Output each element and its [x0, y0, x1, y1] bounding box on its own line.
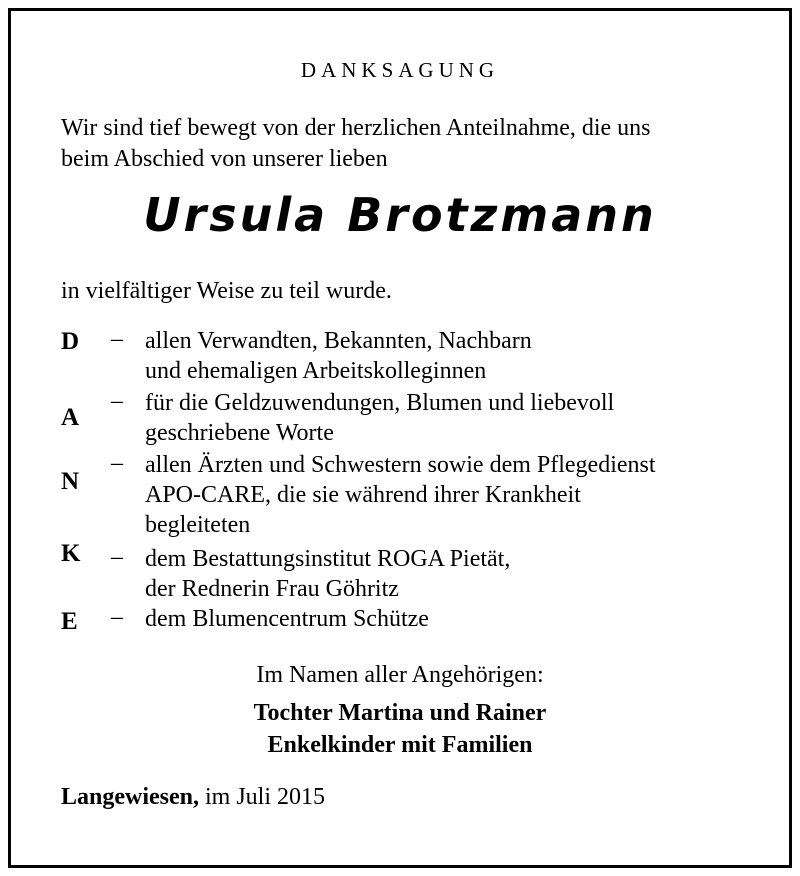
- deceased-name: Ursula Brotzmann: [143, 188, 657, 242]
- thanks-entry-3: [145, 450, 656, 540]
- thanks-entry-line: der Rednerin Frau Göhritz: [145, 576, 399, 602]
- thanks-entry-4: [145, 544, 510, 604]
- thanks-dash: –: [111, 388, 123, 414]
- acrostic-letter-a: A: [61, 404, 80, 431]
- thanks-list: [61, 324, 761, 644]
- thanks-dash: –: [111, 326, 123, 352]
- thanks-entry-line: begleiteten: [145, 512, 251, 538]
- date-text: im Juli 2015: [205, 784, 326, 810]
- thanks-entry-5: [145, 604, 429, 634]
- thanks-entry-line: allen Verwandten, Bekannten, Nachbarn: [145, 328, 532, 354]
- thanks-dash: –: [111, 450, 123, 476]
- after-name-text: in vielfältiger Weise zu teil wurde.: [61, 278, 392, 304]
- thanks-entry-line: dem Blumencentrum Schütze: [145, 606, 429, 632]
- acrostic-letter-k: K: [61, 540, 81, 567]
- thanks-entry-1: [145, 326, 532, 386]
- intro-text: [61, 113, 651, 175]
- thanks-entry-line: allen Ärzten und Schwestern sowie dem Pflegedienst: [145, 452, 656, 478]
- closing-line: Im Namen aller Angehörigen:: [256, 662, 544, 688]
- thanks-entry-line: geschriebene Worte: [145, 420, 334, 446]
- thanks-entry-line: APO-CARE, die sie während ihrer Krankheit: [145, 482, 581, 508]
- place-date: [61, 784, 325, 811]
- acrostic-letter-d: D: [61, 328, 80, 355]
- acrostic-letter-e: E: [61, 608, 78, 635]
- intro-line-2: beim Abschied von unserer lieben: [61, 146, 388, 172]
- thanks-dash: –: [111, 604, 123, 630]
- acrostic-letter-n: N: [61, 468, 80, 495]
- signers: [0, 697, 800, 761]
- thanks-entry-2: [145, 388, 614, 448]
- signer-line-1: Tochter Martina und Rainer: [253, 700, 547, 726]
- notice-heading: DANKSAGUNG: [300, 58, 500, 82]
- thanks-entry-line: für die Geldzuwendungen, Blumen und liebevoll: [145, 390, 615, 416]
- intro-line-1: Wir sind tief bewegt von der herzlichen Anteilnahme, die uns: [61, 115, 651, 141]
- thanks-dash: –: [111, 544, 123, 570]
- thanks-entry-line: dem Bestattungsinstitut ROGA Pietät,: [145, 546, 511, 572]
- place-name: Langewiesen,: [61, 784, 199, 810]
- thanks-entry-line: und ehemaligen Arbeitskolleginnen: [145, 358, 487, 384]
- signer-line-2: Enkelkinder mit Familien: [267, 732, 533, 758]
